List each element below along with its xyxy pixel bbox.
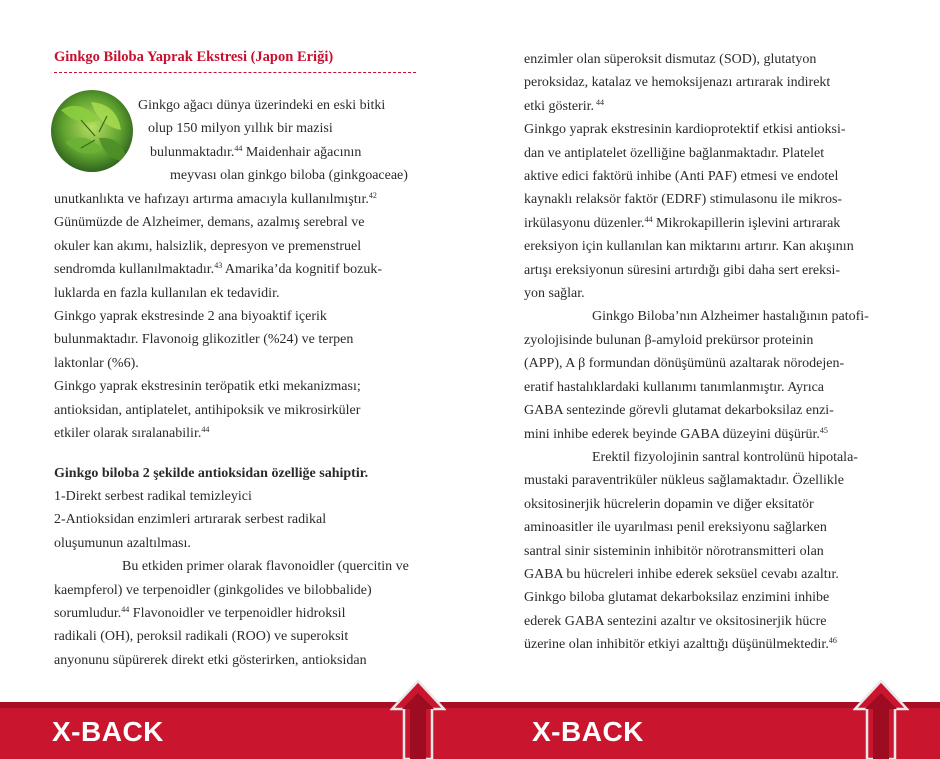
citation-ref: 44 <box>201 425 210 435</box>
text-line: etki gösterir. $^{44}$ <box>524 97 604 114</box>
text-line: bulunmaktadır. Flavonoig glikozitler (%24) ve terpen <box>54 332 354 348</box>
text-line: eratif hastalıklardaki kullanımı tanımlanmıştır. Ayrıca <box>524 379 825 395</box>
text-line: luklarda en fazla kullanılan ek tedavidir. <box>54 285 280 301</box>
text-line: olup 150 milyon yıllık bir mazisi <box>148 121 333 137</box>
text-line: aktive edici faktörü inhibe (Anti PAF) etmesi ve endotel <box>524 169 839 185</box>
text-line: enzimler olan süperoksit dismutaz (SOD), glutatyon <box>524 52 817 67</box>
text-line: bulunmaktadır.$^{44}$ Maidenhair ağacının <box>150 143 362 160</box>
text-line: Ginkgo yaprak ekstresinin teröpatik etki mekanizması; <box>54 379 361 395</box>
body-text-1 <box>54 188 382 445</box>
text-line: Erektil fizyolojinin santral kontrolünü hipotala- <box>592 449 858 465</box>
text-line: 2-Antioksidan enzimleri artırarak serbest radikal <box>54 512 327 528</box>
brand-logo: X-BACK <box>52 716 164 747</box>
citation-ref: 43 <box>214 261 223 271</box>
text-line: Ginkgo ağacı dünya üzerindeki en eski bitki <box>138 98 386 113</box>
text-line: ederek GABA sentezini azaltır ve oksitosinerjik hücre <box>524 613 827 629</box>
citation-ref: 42 <box>368 191 377 200</box>
text-line: ereksiyon için kullanılan kan miktarını artırır. Kan akışının <box>524 239 854 255</box>
text-line: unutkanlıkta ve hafızayı artırma amacıyla kullanılmıştır.$^{42}$ <box>54 191 377 207</box>
text-line: Günümüzde de Alzheimer, demans, azalmış serebral ve <box>54 215 365 231</box>
text-line: Ginkgo yaprak ekstresinde 2 ana biyoaktif içerik <box>54 309 327 325</box>
text-line: artışı ereksiyonun süresini artırdığı gibi daha sert ereksi- <box>524 262 841 278</box>
text-line: antioksidan, antiplatelet, antihipoksik ve mikrosirküler <box>54 402 361 418</box>
text-line: sendromda kullanılmaktadır.$^{43}$ Amarika’da kognitif bozuk- <box>54 261 382 278</box>
up-arrow-icon <box>390 679 446 759</box>
subheading: Ginkgo biloba 2 şekilde antioksidan özelliğe sahiptir. <box>54 466 369 481</box>
text-line: anyonunu süpürerek direkt etki gösterirken, antioksidan <box>54 652 367 668</box>
text-line: meyvası olan ginkgo biloba (ginkgoaceae) <box>170 168 408 184</box>
text-line: yon sağlar. <box>524 286 585 302</box>
text-line: üzerine olan inhibitör etkiyi azalttığı düşünülmektedir.$^{46}$ <box>524 636 837 653</box>
citation-ref: 44 <box>644 214 653 224</box>
right-body-text <box>524 48 869 657</box>
text-line: Ginkgo biloba glutamat dekarboksilaz enzimini inhibe <box>524 590 830 606</box>
text-line: mini inhibe ederek beyinde GABA düzeyini düşürür.$^{45}$ <box>524 425 828 442</box>
text-line: zyolojisinde bulunan β-amyloid prekürsor proteinin <box>524 332 814 348</box>
text-line: GABA sentezinde görevli glutamat dekarboksilaz enzi- <box>524 403 834 419</box>
section-heading: Ginkgo Biloba Yaprak Ekstresi (Japon Eriği) <box>54 49 334 65</box>
citation-ref: 44 <box>594 97 604 107</box>
text-line: kaempferol) ve terpenoidler (ginkgolides ve bilobbalide) <box>54 582 372 598</box>
text-line: santral sinir sisteminin inhibitör nörotransmitteri olan <box>524 543 824 559</box>
text-line: oksitosinerjik hücrelerin dopamin ve diğer eksitatör <box>524 496 814 512</box>
text-line: Ginkgo yaprak ekstresinin kardioprotektif etkisi antioksi- <box>524 122 846 138</box>
right-page <box>470 0 940 759</box>
text-line: Bu etkiden primer olarak flavonoidler (quercitin ve <box>122 559 409 575</box>
body-text-2 <box>54 485 409 672</box>
text-line: 1-Direkt serbest radikal temizleyici <box>54 489 252 504</box>
text-line: (APP), A β formundan dönüşümünü azaltarak nörodejen- <box>524 356 845 372</box>
text-line: etkiler olarak sıralanabilir.$^{44}$ <box>54 425 210 442</box>
text-line: mustaki paraventriküler nükleus sağlamaktadır. Özellikle <box>524 473 844 489</box>
intro-text <box>54 94 408 188</box>
citation-ref: 46 <box>828 636 837 646</box>
text-line: oluşumunun azaltılması. <box>54 535 191 551</box>
text-line: peroksidaz, katalaz ve hemoksijenazı artırarak indirekt <box>524 75 831 91</box>
text-line: radikali (OH), peroksil radikali (ROO) ve superoksit <box>54 629 349 645</box>
text-line: dan ve antiplatelet özelliğine bağlanmaktadır. Platelet <box>524 145 825 161</box>
citation-ref: 44 <box>234 143 243 153</box>
text-line: GABA bu hücreleri inhibe ederek seksüel cevabı azaltır. <box>524 566 839 582</box>
text-line: laktonlar (%6). <box>54 355 139 371</box>
dashed-divider <box>54 72 416 73</box>
text-line: irkülasyonu düzenler.$^{44}$ Mikrokapillerin işlevini artırarak <box>524 214 841 231</box>
citation-ref: 45 <box>819 425 828 435</box>
brand-logo: X-BACK <box>532 716 644 747</box>
text-line: okuler kan akımı, halsizlik, depresyon ve premenstruel <box>54 238 362 254</box>
citation-ref: 44 <box>121 605 130 615</box>
text-line: aminoasitler ile uyarılması penil ereksiyonu sağlarken <box>524 520 827 536</box>
up-arrow-icon <box>853 679 909 759</box>
text-line: Ginkgo Biloba’nın Alzheimer hastalığının patofi- <box>592 309 869 325</box>
text-line: sorumludur.$^{44}$ Flavonoidler ve terpenoidler hidroksil <box>54 605 346 622</box>
text-line: kaynaklı relaksör faktör (EDRF) stimulasonu ile mikros- <box>524 192 843 208</box>
